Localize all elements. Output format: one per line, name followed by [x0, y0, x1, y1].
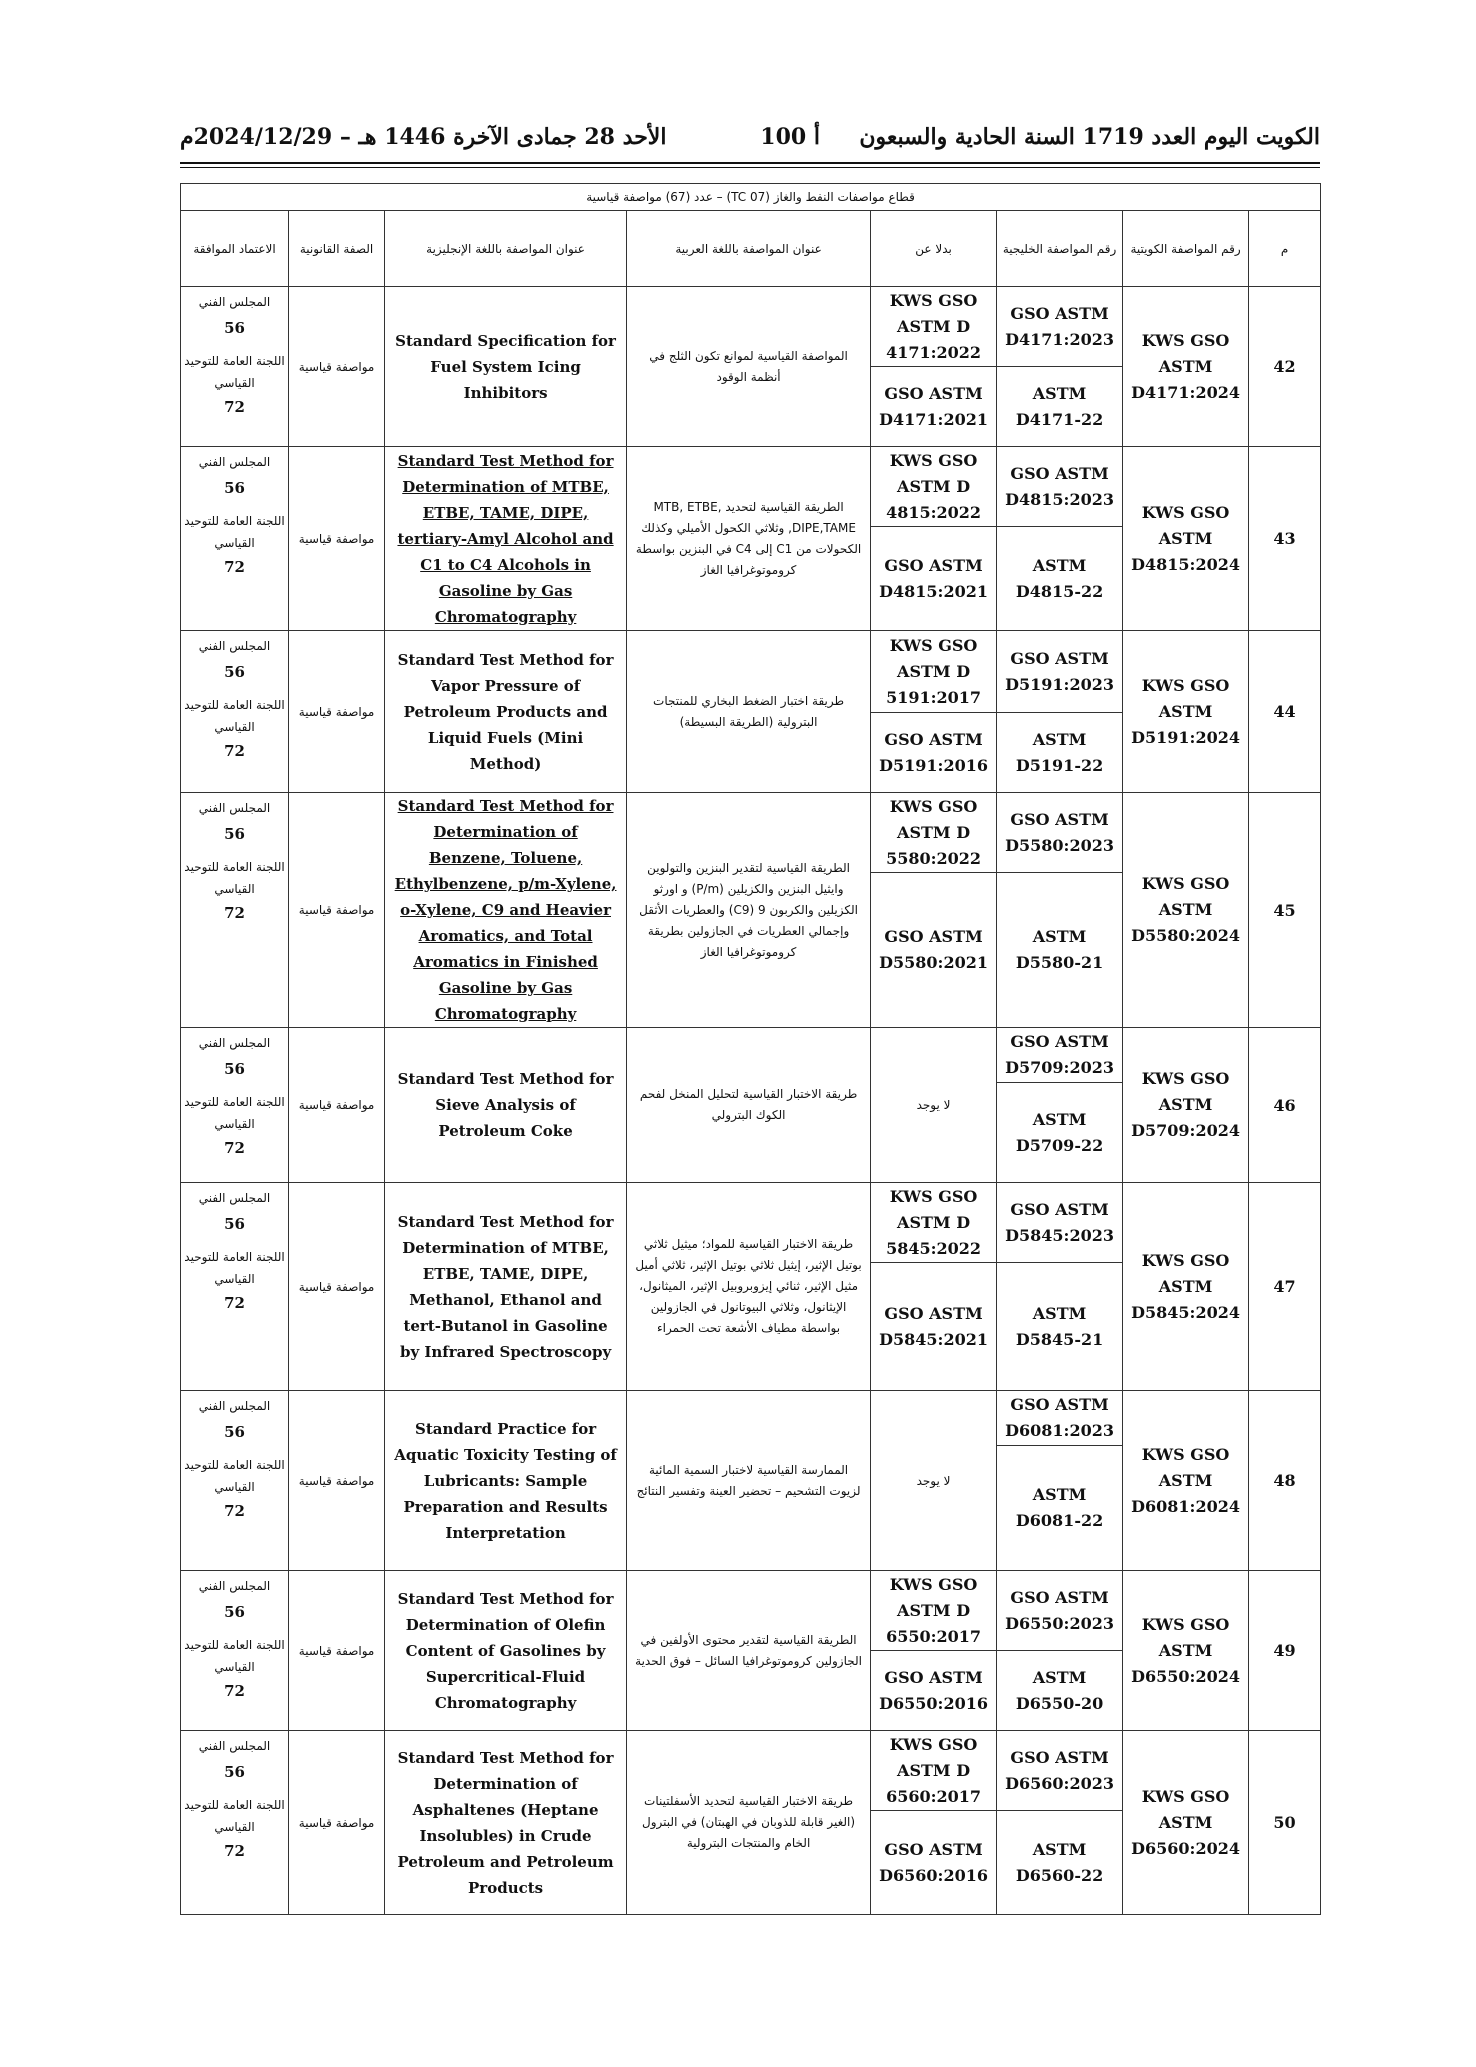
- approval-spacer: [184, 1083, 285, 1091]
- replaces-standard: KWS GSO ASTM D 5191:2017: [871, 631, 997, 713]
- english-title: Standard Test Method for Determination of Benzene, Toluene, Ethylbenzene, p/m-Xylene, o-Xylene, C9 and Heavier Aromatics, and Total Aromatics in Finished Gasoline by Gas Chromatography: [385, 793, 627, 1028]
- approval-tech-number: 56: [224, 479, 245, 497]
- approval-spacer: [184, 1238, 285, 1246]
- header-rule-thin: [180, 167, 1320, 168]
- approval-cell: [181, 1731, 289, 1915]
- gulf-astm-number: ASTM D6550-20: [997, 1651, 1123, 1731]
- approval-tech-council: المجلس الفني: [198, 1579, 271, 1593]
- kuwaiti-standard-number: KWS GSO ASTM D5191:2024: [1123, 631, 1249, 793]
- table-row: [181, 1028, 1321, 1083]
- col-header-num: م: [1249, 211, 1321, 287]
- gulf-astm-number: ASTM D5580-21: [997, 873, 1123, 1028]
- approval-cell: [181, 631, 289, 793]
- approval-committee-number: 72: [224, 742, 245, 760]
- approval-committee-number: 72: [224, 398, 245, 416]
- approval-committee: اللجنة العامة للتوحيد القياسي: [184, 1250, 285, 1286]
- english-title: Standard Test Method for Sieve Analysis of Petroleum Coke: [385, 1028, 627, 1183]
- replaces-gso-standard: GSO ASTM D5580:2021: [871, 873, 997, 1028]
- table-caption: قطاع مواصفات النفط والغاز (TC 07) – عدد (67) مواصفة قياسية: [181, 184, 1321, 211]
- approval-tech-number: 56: [224, 319, 245, 337]
- approval-committee: اللجنة العامة للتوحيد القياسي: [184, 1095, 285, 1131]
- approval-tech-number: 56: [224, 1603, 245, 1621]
- replaces-standard: KWS GSO ASTM D 4171:2022: [871, 287, 997, 367]
- approval-spacer: [184, 1626, 285, 1634]
- english-title: Standard Test Method for Determination of Olefin Content of Gasolines by Supercritical-Fluid Chromatography: [385, 1571, 627, 1731]
- approval-committee: اللجنة العامة للتوحيد القياسي: [184, 860, 285, 896]
- english-title: Standard Specification for Fuel System Icing Inhibitors: [385, 287, 627, 447]
- approval-cell: [181, 1571, 289, 1731]
- arabic-title: المواصفة القياسية لموانع تكون الثلج في أنظمة الوقود: [627, 287, 871, 447]
- publication-date: الأحد 28 جمادى الآخرة 1446 هـ – 2024/12/29م: [180, 124, 667, 150]
- approval-spacer: [184, 502, 285, 510]
- replaces-standard: KWS GSO ASTM D 5580:2022: [871, 793, 997, 873]
- kuwaiti-standard-number: KWS GSO ASTM D6081:2024: [1123, 1391, 1249, 1571]
- approval-tech-council: المجلس الفني: [198, 1036, 271, 1050]
- replaces-gso-standard: GSO ASTM D4815:2021: [871, 527, 997, 631]
- legal-status: مواصفة قياسية: [289, 1571, 385, 1731]
- approval-tech-council: المجلس الفني: [198, 639, 271, 653]
- approval-committee-number: 72: [224, 1502, 245, 1520]
- approval-committee-number: 72: [224, 1842, 245, 1860]
- replaces-gso-standard: GSO ASTM D4171:2021: [871, 367, 997, 447]
- gulf-standard-number: GSO ASTM D6081:2023: [997, 1391, 1123, 1446]
- replaces-gso-standard: GSO ASTM D5845:2021: [871, 1263, 997, 1391]
- standards-table: [180, 183, 1321, 1915]
- approval-committee: اللجنة العامة للتوحيد القياسي: [184, 1638, 285, 1674]
- approval-cell: [181, 1391, 289, 1571]
- kuwaiti-standard-number: KWS GSO ASTM D5709:2024: [1123, 1028, 1249, 1183]
- row-number: 45: [1249, 793, 1321, 1028]
- approval-spacer: [184, 848, 285, 856]
- kuwaiti-standard-number: KWS GSO ASTM D4815:2024: [1123, 447, 1249, 631]
- page-header: [180, 118, 1320, 154]
- gazette-issue-info: الكويت اليوم العدد 1719 السنة الحادية والسبعون: [859, 124, 1320, 150]
- approval-tech-council: المجلس الفني: [198, 801, 271, 815]
- replaces-standard: KWS GSO ASTM D 4815:2022: [871, 447, 997, 527]
- col-header-approval: الاعتماد الموافقة: [181, 211, 289, 287]
- approval-cell: [181, 1183, 289, 1391]
- arabic-title: طريقة الاختبار القياسية لتحديد الأسفلتينات (الغير قابلة للذوبان في الهبتان) في البترول الخام والمنتجات البترولية: [627, 1731, 871, 1915]
- col-header-english-title: عنوان المواصفة باللغة الإنجليزية: [385, 211, 627, 287]
- replaces-gso-standard: GSO ASTM D6550:2016: [871, 1651, 997, 1731]
- legal-status: مواصفة قياسية: [289, 447, 385, 631]
- approval-committee-number: 72: [224, 1139, 245, 1157]
- kuwaiti-standard-number: KWS GSO ASTM D4171:2024: [1123, 287, 1249, 447]
- gulf-standard-number: GSO ASTM D5580:2023: [997, 793, 1123, 873]
- row-number: 43: [1249, 447, 1321, 631]
- table-body: [181, 287, 1321, 1915]
- replaces-gso-standard: GSO ASTM D6560:2016: [871, 1811, 997, 1915]
- legal-status: مواصفة قياسية: [289, 1183, 385, 1391]
- arabic-title: الطريقة القياسية لتقدير البنزين والتولوين وايثيل البنزين والكزيلين (P/m) و اورثو الكزيلين والكربون 9 (C9) والعطريات الأثقل وإجمالي العطريات في الجازولين بطريقة كروموتوغرافيا الغاز: [627, 793, 871, 1028]
- approval-tech-number: 56: [224, 1763, 245, 1781]
- table-row: [181, 1731, 1321, 1811]
- gulf-standard-number: GSO ASTM D4171:2023: [997, 287, 1123, 367]
- approval-cell: [181, 1028, 289, 1183]
- approval-committee: اللجنة العامة للتوحيد القياسي: [184, 1798, 285, 1834]
- kuwaiti-standard-number: KWS GSO ASTM D6560:2024: [1123, 1731, 1249, 1915]
- gulf-standard-number: GSO ASTM D6550:2023: [997, 1571, 1123, 1651]
- kuwaiti-standard-number: KWS GSO ASTM D6550:2024: [1123, 1571, 1249, 1731]
- replaces-standard: KWS GSO ASTM D 6550:2017: [871, 1571, 997, 1651]
- gulf-astm-number: ASTM D6081-22: [997, 1446, 1123, 1571]
- col-header-gulf: رقم المواصفة الخليجية: [997, 211, 1123, 287]
- row-number: 46: [1249, 1028, 1321, 1183]
- table-row: [181, 1183, 1321, 1263]
- table-row: [181, 287, 1321, 367]
- english-title: Standard Practice for Aquatic Toxicity Testing of Lubricants: Sample Preparation and Results Interpretation: [385, 1391, 627, 1571]
- gulf-astm-number: ASTM D4171-22: [997, 367, 1123, 447]
- replaces-standard: KWS GSO ASTM D 6560:2017: [871, 1731, 997, 1811]
- gulf-standard-number: GSO ASTM D4815:2023: [997, 447, 1123, 527]
- table-row: [181, 1391, 1321, 1446]
- legal-status: مواصفة قياسية: [289, 793, 385, 1028]
- approval-tech-number: 56: [224, 825, 245, 843]
- page-number: أ 100: [760, 124, 820, 150]
- kuwaiti-standard-number: KWS GSO ASTM D5845:2024: [1123, 1183, 1249, 1391]
- approval-spacer: [184, 342, 285, 350]
- table-header-row: [181, 211, 1321, 287]
- table-caption-row: [181, 184, 1321, 211]
- gulf-astm-number: ASTM D6560-22: [997, 1811, 1123, 1915]
- approval-committee: اللجنة العامة للتوحيد القياسي: [184, 354, 285, 390]
- approval-committee: اللجنة العامة للتوحيد القياسي: [184, 514, 285, 550]
- legal-status: مواصفة قياسية: [289, 1391, 385, 1571]
- gulf-astm-number: ASTM D4815-22: [997, 527, 1123, 631]
- approval-tech-number: 56: [224, 1215, 245, 1233]
- arabic-title: الطريقة القياسية لتقدير محتوى الأولفين في الجازولين كروموتوغرافيا السائل – فوق الحدية: [627, 1571, 871, 1731]
- table-row: [181, 447, 1321, 527]
- replaces-none: لا يوجد: [871, 1028, 997, 1183]
- row-number: 42: [1249, 287, 1321, 447]
- approval-spacer: [184, 1786, 285, 1794]
- approval-spacer: [184, 1446, 285, 1454]
- approval-cell: [181, 447, 289, 631]
- col-header-legal: الصفة القانونية: [289, 211, 385, 287]
- replaces-none: لا يوجد: [871, 1391, 997, 1571]
- kuwaiti-standard-number: KWS GSO ASTM D5580:2024: [1123, 793, 1249, 1028]
- row-number: 44: [1249, 631, 1321, 793]
- english-title: Standard Test Method for Vapor Pressure of Petroleum Products and Liquid Fuels (Mini Method): [385, 631, 627, 793]
- col-header-kws: رقم المواصفة الكويتية: [1123, 211, 1249, 287]
- english-title: Standard Test Method for Determination of MTBE, ETBE, TAME, DIPE, tertiary-Amyl Alcohol and C1 to C4 Alcohols in Gasoline by Gas Chromatography: [385, 447, 627, 631]
- header-rule: [180, 162, 1320, 164]
- approval-spacer: [184, 686, 285, 694]
- approval-tech-number: 56: [224, 1060, 245, 1078]
- approval-committee-number: 72: [224, 904, 245, 922]
- row-number: 48: [1249, 1391, 1321, 1571]
- approval-tech-council: المجلس الفني: [198, 455, 271, 469]
- approval-tech-number: 56: [224, 663, 245, 681]
- table-row: [181, 631, 1321, 713]
- approval-tech-number: 56: [224, 1423, 245, 1441]
- approval-tech-council: المجلس الفني: [198, 1399, 271, 1413]
- replaces-gso-standard: GSO ASTM D5191:2016: [871, 713, 997, 793]
- approval-committee-number: 72: [224, 558, 245, 576]
- replaces-standard: KWS GSO ASTM D 5845:2022: [871, 1183, 997, 1263]
- legal-status: مواصفة قياسية: [289, 1731, 385, 1915]
- row-number: 50: [1249, 1731, 1321, 1915]
- approval-committee: اللجنة العامة للتوحيد القياسي: [184, 698, 285, 734]
- table-row: [181, 793, 1321, 873]
- table-row: [181, 1571, 1321, 1651]
- approval-committee-number: 72: [224, 1682, 245, 1700]
- arabic-title: طريقة الاختبار القياسية للمواد؛ ميثيل ثلاثي بوتيل الإثير، إيثيل ثلاثي بوتيل الإثير، ثلاثي أميل مثيل الإثير، ثنائي إيزوبروبيل الإثير، الميثانول، الإيثانول، وثلاثي البيوتانول في الجازولين بواسطة مطياف الأشعة تحت الحمراء: [627, 1183, 871, 1391]
- legal-status: مواصفة قياسية: [289, 1028, 385, 1183]
- gulf-standard-number: GSO ASTM D5709:2023: [997, 1028, 1123, 1083]
- approval-committee-number: 72: [224, 1294, 245, 1312]
- row-number: 49: [1249, 1571, 1321, 1731]
- arabic-title: طريقة الاختبار القياسية لتحليل المنخل لفحم الكوك البترولي: [627, 1028, 871, 1183]
- col-header-replaces: بدلا عن: [871, 211, 997, 287]
- arabic-title: الممارسة القياسية لاختبار السمية المائية لزيوت التشحيم – تحضير العينة وتفسير النتائج: [627, 1391, 871, 1571]
- arabic-title: طريقة اختبار الضغط البخاري للمنتجات البترولية (الطريقة البسيطة): [627, 631, 871, 793]
- gulf-standard-number: GSO ASTM D6560:2023: [997, 1731, 1123, 1811]
- gulf-astm-number: ASTM D5191-22: [997, 713, 1123, 793]
- legal-status: مواصفة قياسية: [289, 287, 385, 447]
- legal-status: مواصفة قياسية: [289, 631, 385, 793]
- row-number: 47: [1249, 1183, 1321, 1391]
- english-title: Standard Test Method for Determination of Asphaltenes (Heptane Insolubles) in Crude Petroleum and Petroleum Products: [385, 1731, 627, 1915]
- gulf-astm-number: ASTM D5709-22: [997, 1083, 1123, 1183]
- approval-committee: اللجنة العامة للتوحيد القياسي: [184, 1458, 285, 1494]
- approval-cell: [181, 793, 289, 1028]
- english-title: Standard Test Method for Determination of MTBE, ETBE, TAME, DIPE, Methanol, Ethanol and tert-Butanol in Gasoline by Infrared Spectroscopy: [385, 1183, 627, 1391]
- approval-cell: [181, 287, 289, 447]
- approval-tech-council: المجلس الفني: [198, 1191, 271, 1205]
- approval-tech-council: المجلس الفني: [198, 295, 271, 309]
- gulf-standard-number: GSO ASTM D5191:2023: [997, 631, 1123, 713]
- col-header-arabic-title: عنوان المواصفة باللغة العربية: [627, 211, 871, 287]
- approval-tech-council: المجلس الفني: [198, 1739, 271, 1753]
- gulf-astm-number: ASTM D5845-21: [997, 1263, 1123, 1391]
- arabic-title: الطريقة القياسية لتحديد MTB, ETBE, DIPE,TAME, وثلاثي الكحول الأميلي وكذلك الكحولات من C1 إلى C4 في البنزين بواسطة كروموتوغرافيا الغاز: [627, 447, 871, 631]
- gulf-standard-number: GSO ASTM D5845:2023: [997, 1183, 1123, 1263]
